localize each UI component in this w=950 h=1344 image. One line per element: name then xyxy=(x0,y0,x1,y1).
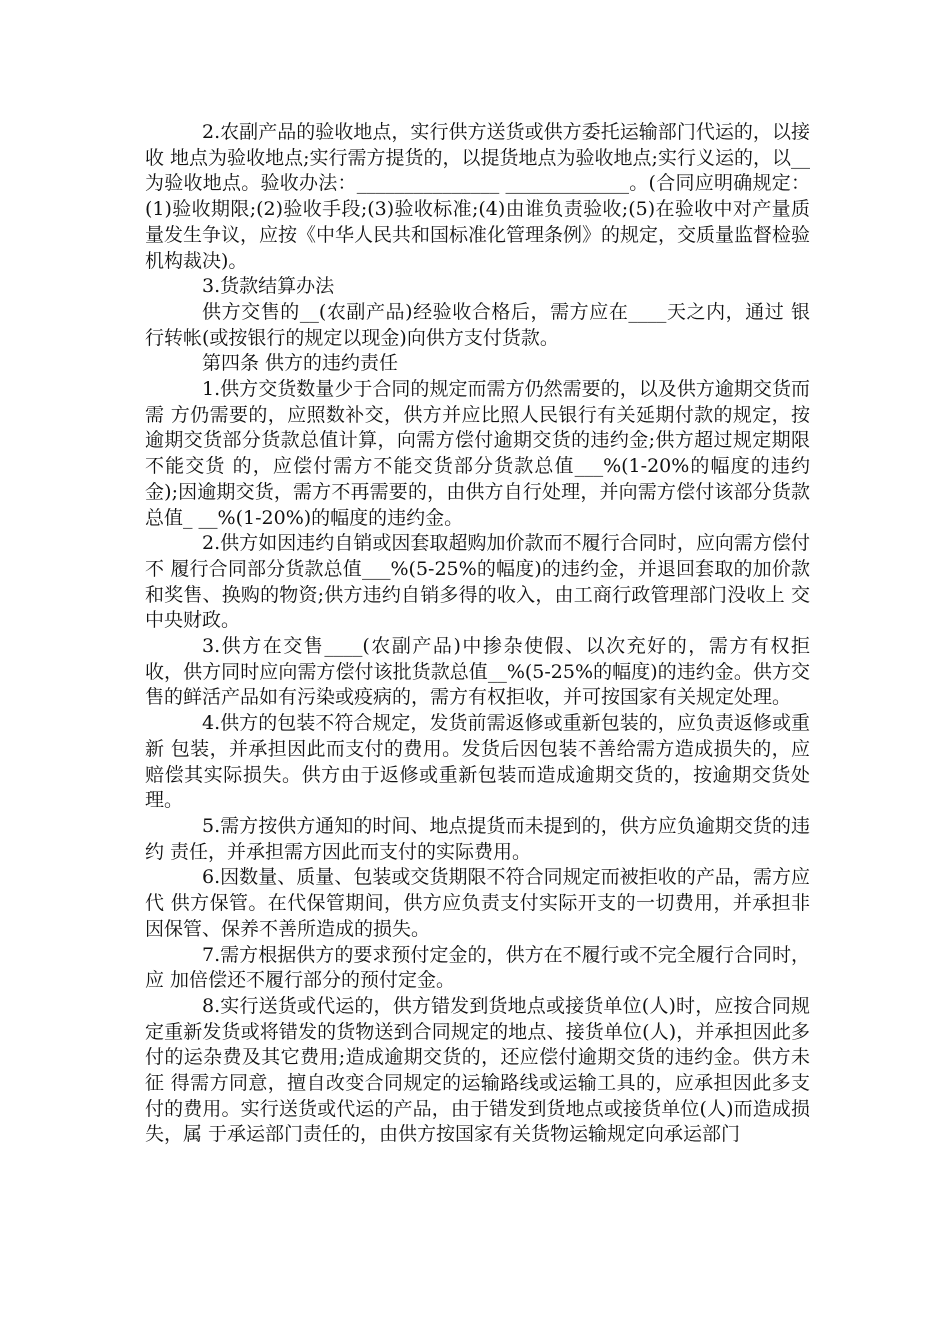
document-body xyxy=(145,120,817,1148)
paragraph-acceptance-location: 2.农副产品的验收地点，实行供方送货或供方委托运输部门代运的，以接收 地点为验收地点;实行需方提货的，以提货地点为验收地点;实行义运的，以__为验收地点。验收办法：_______________ _____________。(合同应明确规定：(1)验收期限;(2)验收手段;(3)验收标准;(4)由谁负责验收;(5)在验收中对产量质量发生争议，应按《中华人民共和国标准化管理条例》的规定，交质量监督检验机构裁决)。 xyxy=(145,121,811,272)
article-four-heading: 第四条 供方的违约责任 xyxy=(202,352,399,375)
paragraph-payment-terms: 供方交售的__(农副产品)经验收合格后，需方应在____天之内，通过 银行转帐(或按银行的规定以现金)向供方支付货款。 xyxy=(145,300,810,349)
paragraph-clause-4: 4.供方的包装不符合规定，发货前需返修或重新包装的，应负责返修或重新 包装，并承担因此而支付的费用。发货后因包装不善给需方造成损失的，应赔偿其实际损失。供方由于返修或重新包装而造成逾期交货的，按逾期交货处理。 xyxy=(145,712,810,812)
paragraph-clause-6: 6.因数量、质量、包装或交货期限不符合同规定而被拒收的产品，需方应代 供方保管。在代保管期间，供方应负责支付实际开支的一切费用，并承担非因保管、保养不善所造成的损失。 xyxy=(145,866,810,940)
paragraph-payment-heading: 3.货款结算办法 xyxy=(202,275,335,298)
paragraph-clause-3: 3.供方在交售____(农副产品)中掺杂使假、以次充好的，需方有权拒 收，供方同时应向需方偿付该批货款总值__%(5-25%的幅度)的违约金。供方交售的鲜活产品如有污染或疫病的，需方有权拒收，并可按国家有关规定处理。 xyxy=(145,635,817,709)
paragraph-clause-7: 7.需方根据供方的要求预付定金的，供方在不履行或不完全履行合同时，应 加倍偿还不履行部分的预付定金。 xyxy=(145,943,810,992)
paragraph-clause-8: 8.实行送货或代运的，供方错发到货地点或接货单位(人)时，应按合同规 定重新发货或将错发的货物送到合同规定的地点、接货单位(人)，并承担因此多付的运杂费及其它费用;造成逾期交货的，还应偿付逾期交货的违约金。供方未征 得需方同意，擅自改变合同规定的运输路线或运输工具的，应承担因此多支付的费用。实行送货或代运的产品，由于错发到货地点或接货单位(人)而造成损失，属 于承运部门责任的，由供方按国家有关货物运输规定向承运部门 xyxy=(145,994,817,1146)
paragraph-clause-2: 2.供方如因违约自销或因套取超购加价款而不履行合同时，应向需方偿付不 履行合同部分货款总值___%(5-25%的幅度)的违约金，并退回套取的加价款和奖售、换购的物资;供方违约自销多得的收入，由工商行政管理部门没收上 交中央财政。 xyxy=(145,532,810,632)
paragraph-clause-5: 5.需方按供方通知的时间、地点提货而未提到的，供方应负逾期交货的违约 责任，并承担需方因此而支付的实际费用。 xyxy=(145,814,810,863)
paragraph-clause-1: 1.供方交货数量少于合同的规定而需方仍然需要的，以及供方逾期交货而需 方仍需要的，应照数补交，供方并应比照人民银行有关延期付款的规定，按逾期交货部分货款总值计算，向需方偿付逾期交货的违约金;供方超过规定期限不能交货 的，应偿付需方不能交货部分货款总值___%(1-20%的幅度的违约金);因逾期交货，需方不再需要的，由供方自行处理，并向需方偿付该部分货款总值_ __%(1-20%)的幅度的违约金。 xyxy=(145,378,810,529)
